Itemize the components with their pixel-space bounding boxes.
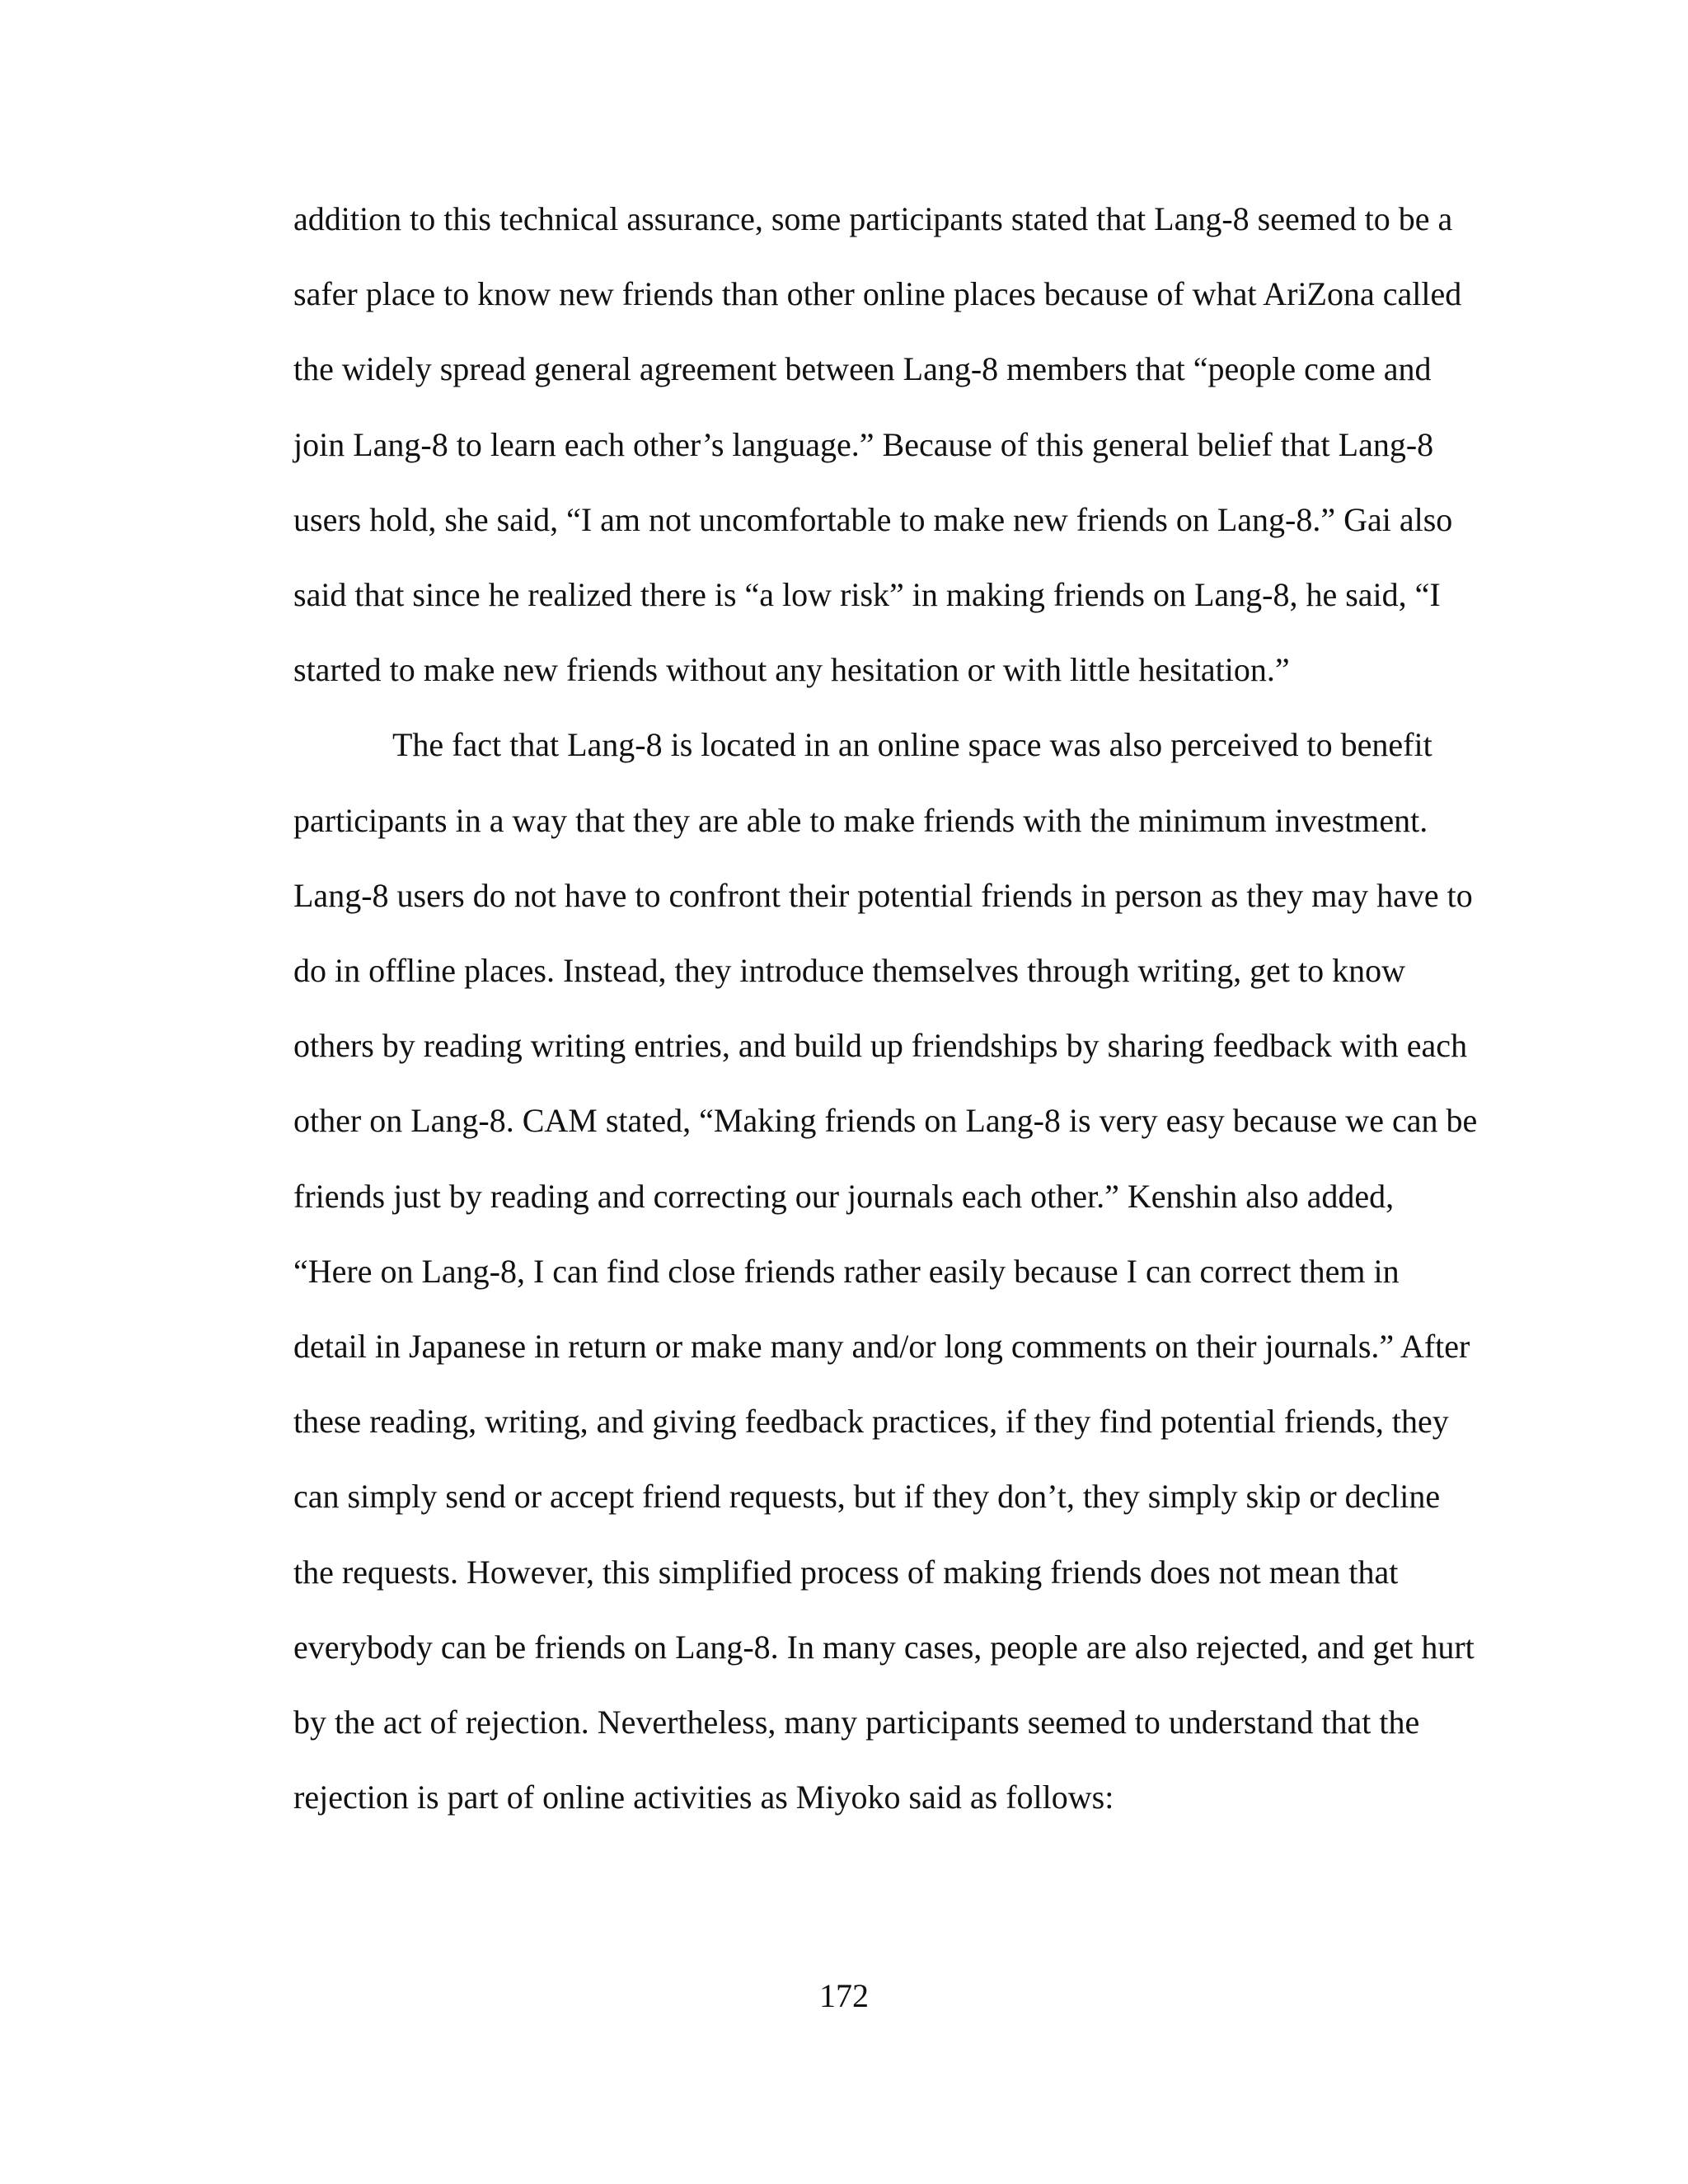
text-line: other on Lang-8. CAM stated, “Making friends on Lang-8 is very easy because we can be (293, 1102, 1478, 1140)
text-line: do in offline places. Instead, they introduce themselves through writing, get to know (293, 952, 1405, 990)
text-line: said that since he realized there is “a low risk” in making friends on Lang-8, he said, “I (293, 576, 1441, 614)
text-line: safer place to know new friends than other online places because of what AriZona called (293, 275, 1462, 313)
text-line: these reading, writing, and giving feedback practices, if they find potential friends, they (293, 1403, 1449, 1441)
text-line: started to make new friends without any hesitation or with little hesitation.” (293, 651, 1290, 689)
text-line: by the act of rejection. Nevertheless, many participants seemed to understand that the (293, 1704, 1420, 1741)
body-text (293, 181, 1480, 1835)
text-line: The fact that Lang-8 is located in an online space was also perceived to benefit (392, 726, 1432, 764)
text-line: the widely spread general agreement between Lang-8 members that “people come and (293, 350, 1432, 388)
text-line: everybody can be friends on Lang-8. In many cases, people are also rejected, and get hurt (293, 1628, 1475, 1666)
text-line: rejection is part of online activities as Miyoko said as follows: (293, 1779, 1114, 1816)
text-line: users hold, she said, “I am not uncomfortable to make new friends on Lang-8.” Gai also (293, 500, 1453, 538)
text-line: friends just by reading and correcting our journals each other.” Kenshin also added, (293, 1177, 1395, 1215)
text-line: can simply send or accept friend requests, but if they don’t, they simply skip or decline (293, 1478, 1441, 1516)
text-line: addition to this technical assurance, some participants stated that Lang-8 seemed to be a (293, 200, 1453, 237)
paragraph-2 (293, 707, 1480, 1835)
text-line: participants in a way that they are able to make friends with the minimum investment. (293, 801, 1428, 839)
text-line: detail in Japanese in return or make many and/or long comments on their journals.” After (293, 1328, 1470, 1366)
text-line: others by reading writing entries, and build up friendships by sharing feedback with each (293, 1027, 1468, 1065)
paragraph-1 (293, 181, 1480, 707)
text-line: the requests. However, this simplified process of making friends does not mean that (293, 1553, 1399, 1591)
page-number: 172 (819, 1977, 869, 2014)
text-line: join Lang-8 to learn each other’s language.” Because of this general belief that Lang-8 (293, 425, 1434, 463)
text-line: “Here on Lang-8, I can find close friends rather easily because I can correct them in (293, 1252, 1400, 1290)
text-line: Lang-8 users do not have to confront their potential friends in person as they may have to (293, 876, 1473, 914)
